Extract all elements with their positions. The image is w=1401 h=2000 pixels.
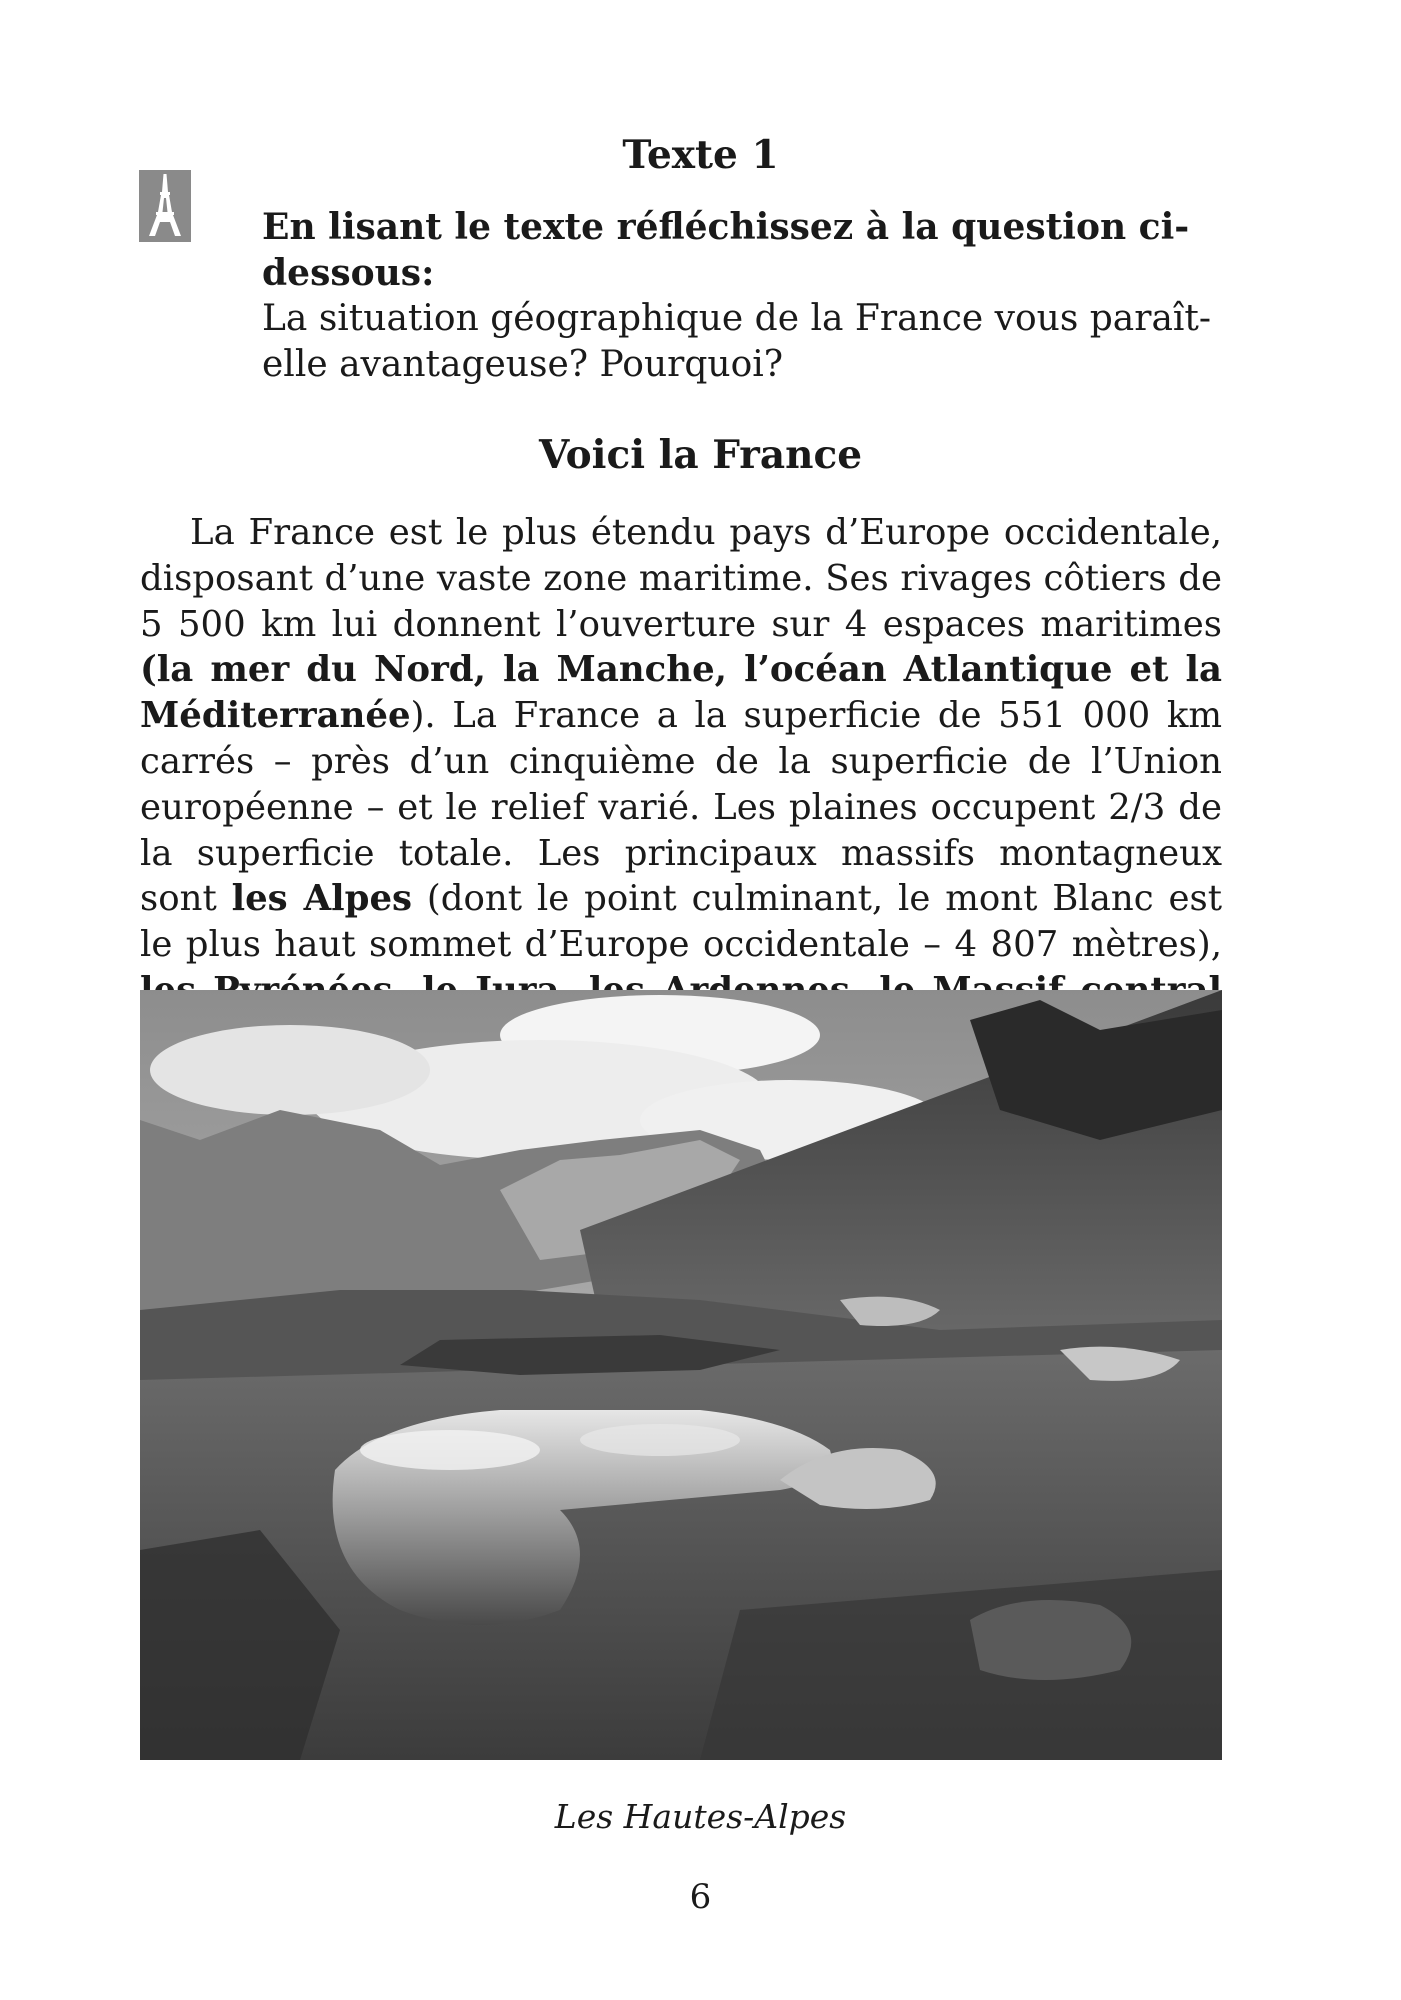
body-paragraph [140, 510, 1222, 1060]
alpine-lake-photo [140, 990, 1222, 1760]
photo-caption: Les Hautes-Alpes [554, 1797, 847, 1836]
reading-prompt [262, 204, 1262, 388]
body-text-1: La France est le plus étendu pays d’Europe occidentale, disposant d’une vaste zone maritime. Ses rivages côtiers de 5 500 km lui donnent l’ouverture sur 4 espaces maritimes [140, 512, 1222, 645]
body-text-3: (dont le point culminant, le mont Blanc est le plus haut sommet d’Europe occidentale – 4 807 mètres), [140, 878, 1222, 966]
eiffel-tower-icon [139, 170, 191, 242]
section-title: Voici la France [538, 432, 863, 478]
prompt-heading: En lisant le texte réfléchissez à la question ci-dessous: [262, 206, 1190, 294]
page-number: 6 [689, 1877, 712, 1917]
texte-title: Texte 1 [622, 132, 779, 178]
prompt-question: La situation géographique de la France vous paraît-elle avantageuse? Pourquoi? [262, 298, 1212, 385]
body-text-2: ). La France a la superficie de 551 000 km carrés – près d’un cinquième de la superficie de l’Union européenne – et le relief varié. Les plaines occupent 2/3 de la superficie totale. Les principaux massifs montagneux sont [140, 695, 1222, 920]
seas-emphasis: (la mer du Nord, la Manche, l’océan Atlantique et la Méditerranée [140, 649, 1222, 737]
alpes-emphasis: les Alpes [231, 878, 413, 920]
